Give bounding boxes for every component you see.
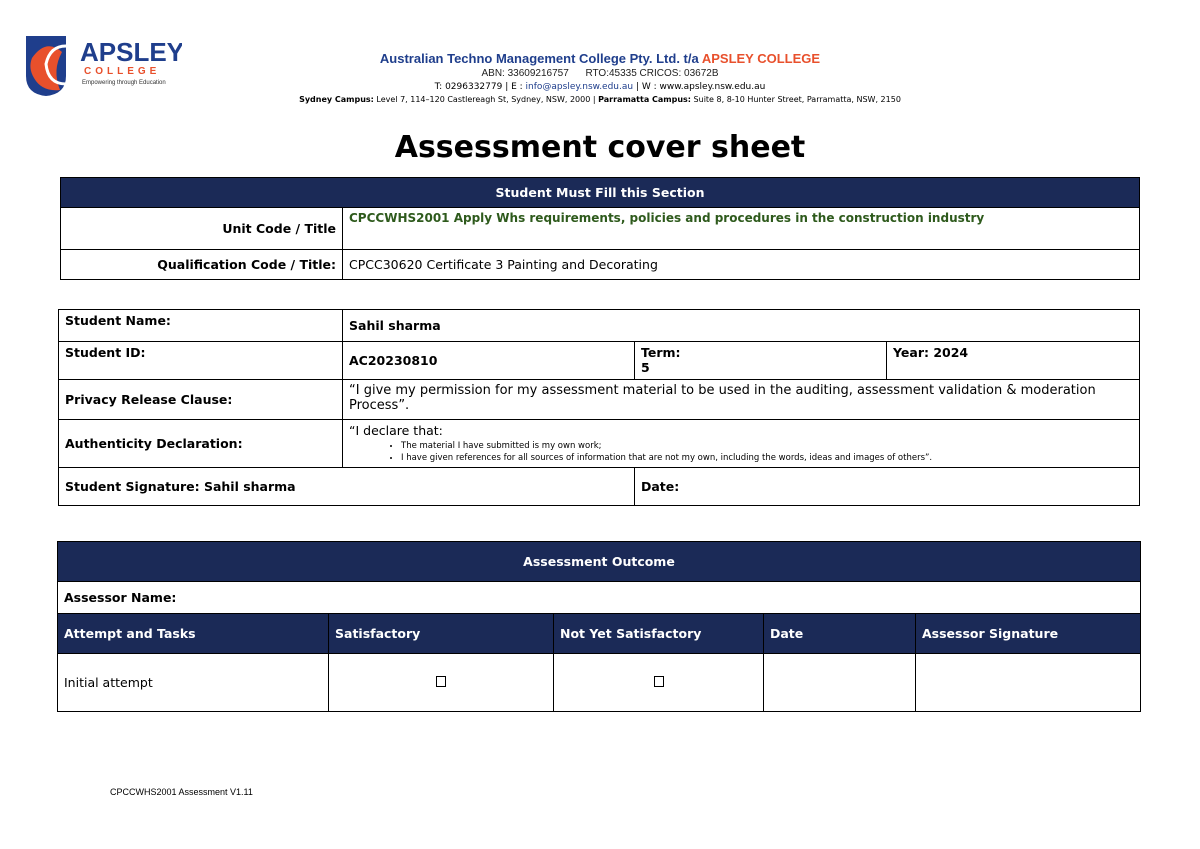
sydney-label: Sydney Campus: bbox=[299, 95, 374, 104]
authenticity-label: Authenticity Declaration: bbox=[59, 420, 343, 468]
college-name: Australian Techno Management College Pty. Ltd. t/a bbox=[379, 51, 702, 66]
abn-line: ABN: 33609216757 RTO:45335 CRICOS: 03672B bbox=[481, 68, 719, 79]
contact-prefix: T: 0296332779 | E : bbox=[434, 82, 526, 92]
attempt-date-cell[interactable] bbox=[764, 654, 916, 712]
privacy-text: “I give my permission for my assessment material to be used in the auditing, assessment validation & moderation Process”. bbox=[343, 380, 1140, 420]
logo-tagline: Empowering through Education bbox=[82, 80, 166, 86]
email-link[interactable]: info@apsley.nsw.edu.au bbox=[525, 82, 634, 92]
satisfactory-cell bbox=[329, 654, 554, 712]
student-section-heading: Student Must Fill this Section bbox=[61, 178, 1140, 208]
sydney-address: Level 7, 114–120 Castlereagh St, Sydney, NSW, 2000 | bbox=[373, 95, 599, 104]
website-link[interactable]: www.apsley.nsw.edu.au bbox=[659, 82, 766, 92]
term-label: Term: bbox=[641, 345, 681, 360]
student-signature[interactable]: Student Signature: Sahil sharma bbox=[59, 468, 635, 506]
column-header-satisfactory: Satisfactory bbox=[329, 614, 554, 654]
contact-mid: | W : bbox=[633, 82, 660, 92]
parramatta-label: Parramatta Campus: bbox=[598, 95, 691, 104]
qualification-label: Qualification Code / Title: bbox=[61, 250, 343, 280]
logo-sub: COLLEGE bbox=[84, 66, 161, 77]
logo-name: APSLEY bbox=[80, 37, 182, 67]
authenticity-list bbox=[349, 440, 1133, 464]
authenticity-declaration bbox=[343, 420, 1140, 468]
unit-code-value[interactable]: CPCCWHS2001 Apply Whs requirements, policies and procedures in the construction industry bbox=[343, 208, 1140, 250]
campus-line bbox=[0, 95, 1200, 104]
student-id-value[interactable]: AC20230810 bbox=[343, 342, 635, 380]
student-name-value[interactable]: Sahil sharma bbox=[343, 310, 1140, 342]
column-header-attempt: Attempt and Tasks bbox=[58, 614, 329, 654]
authenticity-intro: “I declare that: bbox=[349, 423, 443, 438]
authenticity-item: • The material I have submitted is my own work; bbox=[401, 440, 1133, 452]
assessor-signature-cell[interactable] bbox=[916, 654, 1141, 712]
unit-code-label: Unit Code / Title bbox=[61, 208, 343, 250]
column-header-not-yet-satisfactory: Not Yet Satisfactory bbox=[554, 614, 764, 654]
page-title: Assessment cover sheet bbox=[394, 130, 806, 165]
outcome-heading: Assessment Outcome bbox=[58, 542, 1141, 582]
privacy-label: Privacy Release Clause: bbox=[59, 380, 343, 420]
college-brand: APSLEY COLLEGE bbox=[701, 51, 821, 66]
contact-line bbox=[0, 82, 1200, 92]
column-header-assessor-signature: Assessor Signature bbox=[916, 614, 1141, 654]
footer-version: CPCCWHS2001 Assessment V1.11 bbox=[110, 787, 253, 797]
not-yet-satisfactory-checkbox[interactable] bbox=[654, 676, 664, 687]
column-header-date: Date bbox=[764, 614, 916, 654]
college-name-line bbox=[0, 51, 1200, 66]
row-label-initial-attempt: Initial attempt bbox=[58, 654, 329, 712]
assessment-outcome-table bbox=[57, 541, 1141, 712]
student-details-table bbox=[58, 309, 1140, 506]
student-id-label: Student ID: bbox=[59, 342, 343, 380]
parramatta-address: Suite 8, 8-10 Hunter Street, Parramatta, NSW, 2150 bbox=[691, 95, 901, 104]
student-name-label: Student Name: bbox=[59, 310, 343, 342]
authenticity-item: • I have given references for all sources of information that are not my own, including the words, ideas and images of others”. bbox=[401, 452, 1133, 464]
student-section-table bbox=[60, 177, 1140, 280]
year-cell[interactable]: Year: 2024 bbox=[887, 342, 1140, 380]
not-yet-satisfactory-cell bbox=[554, 654, 764, 712]
assessor-name-field[interactable]: Assessor Name: bbox=[58, 582, 1141, 614]
date-field[interactable]: Date: bbox=[635, 468, 1140, 506]
qualification-value[interactable]: CPCC30620 Certificate 3 Painting and Decorating bbox=[343, 250, 1140, 280]
term-cell[interactable] bbox=[635, 342, 887, 380]
satisfactory-checkbox[interactable] bbox=[436, 676, 446, 687]
term-value: 5 bbox=[641, 360, 650, 375]
